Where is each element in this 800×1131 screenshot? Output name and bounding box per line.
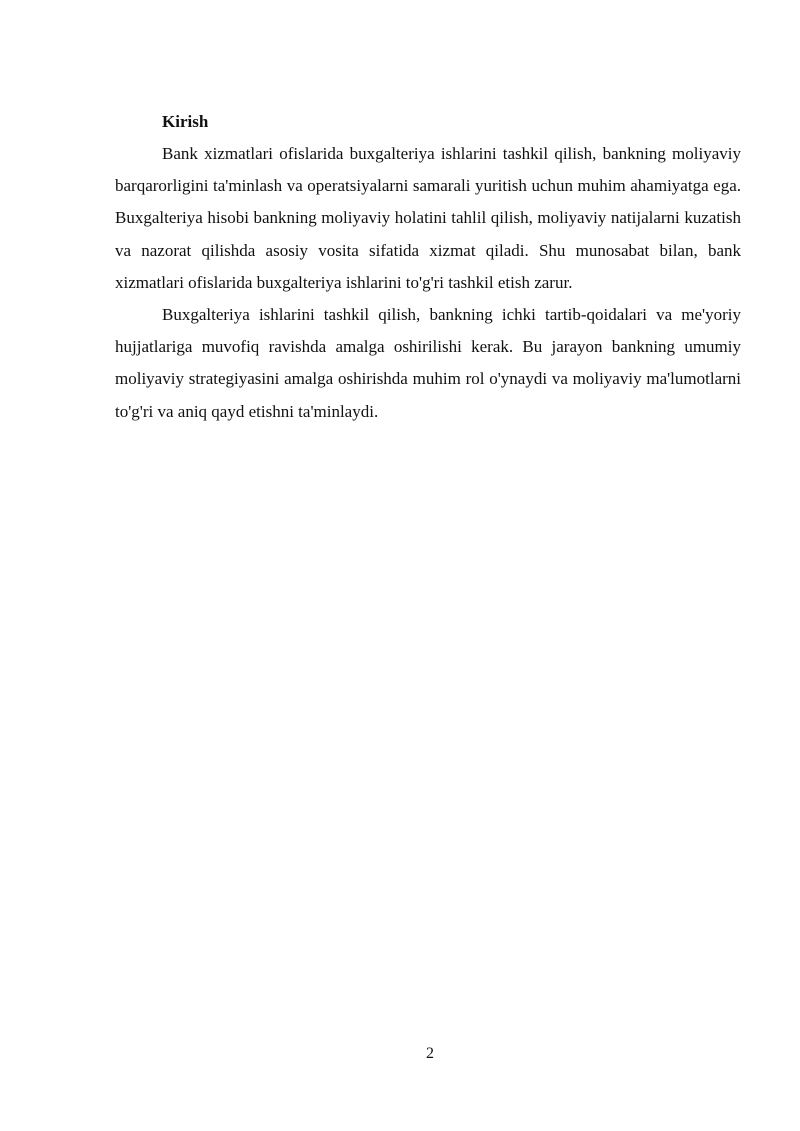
paragraph-2: Buxgalteriya ishlarini tashkil qilish, bankning ichki tartib-qoidalari va me'yoriy hujjatlariga muvofiq ravishda amalga oshirilishi kerak. Bu jarayon bankning umumiy moliyaviy strategiyasini amalga oshirishda muhim rol o'ynaydi va moliyaviy ma'lumotlarni to'g'ri va aniq qayd etishni ta'minlaydi. xyxy=(115,305,741,421)
page-number: 2 xyxy=(426,1045,434,1062)
paragraph-1: Bank xizmatlari ofislarida buxgalteriya ishlarini tashkil qilish, bankning moliyaviy barqarorligini ta'minlash va operatsiyalarni samarali yuritish uchun muhim ahamiyatga ega. Buxgalteriya hisobi bankning moliyaviy holatini tahlil qilish, moliyaviy natijalarni kuzatish va nazorat qilishda asosiy vosita sifatida xizmat qiladi. Shu munosabat bilan, bank xizmatlari ofislarida buxgalteriya ishlarini to'g'ri tashkil etish zarur. xyxy=(115,144,741,292)
section-heading: Kirish xyxy=(162,112,209,131)
page-content xyxy=(115,106,741,428)
